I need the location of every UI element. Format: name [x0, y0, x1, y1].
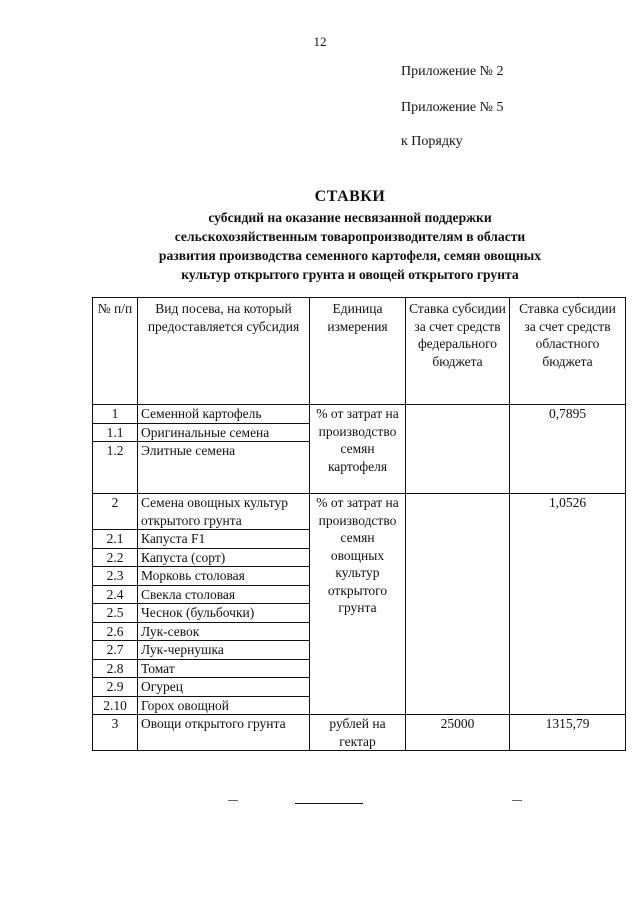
table-row: [93, 405, 626, 424]
signature-line: [295, 803, 363, 804]
row-number: 3: [93, 715, 138, 751]
header-federal-rate: Ставка субсидии за счет средств федерального бюджета: [406, 298, 510, 405]
header-unit: Единица измерения: [310, 298, 406, 405]
scan-mark: [512, 800, 522, 801]
row-number: 1.2: [93, 442, 138, 494]
row-number: 1: [93, 405, 138, 424]
unit-cell: % от затрат на производство семян овощных культур открытого грунта: [310, 494, 406, 715]
federal-rate-cell: [406, 405, 510, 494]
row-number: 2.6: [93, 622, 138, 641]
federal-rate-cell: 25000: [406, 715, 510, 751]
row-number: 1.1: [93, 423, 138, 442]
crop-name: Огурец: [138, 678, 310, 697]
crop-name: Чеснок (бульбочки): [138, 604, 310, 623]
row-number: 2.7: [93, 641, 138, 660]
subtitle-line: субсидий на оказание несвязанной поддержки: [208, 210, 492, 225]
appendix-line-1: Приложение № 2: [401, 64, 504, 79]
unit-cell: рублей на гектар: [310, 715, 406, 751]
scan-mark: [228, 800, 238, 801]
document-subtitle: [60, 208, 640, 284]
crop-name: Капуста (сорт): [138, 548, 310, 567]
header-num: № п/п: [93, 298, 138, 405]
table-row: [93, 715, 626, 751]
row-number: 2.4: [93, 585, 138, 604]
appendix-line-2: Приложение № 5: [401, 100, 504, 115]
regional-rate-cell: 1,0526: [510, 494, 626, 715]
row-number: 2.1: [93, 530, 138, 549]
row-number: 2.3: [93, 567, 138, 586]
crop-name: Лук-севок: [138, 622, 310, 641]
row-number: 2.8: [93, 659, 138, 678]
row-number: 2.5: [93, 604, 138, 623]
row-number: 2.10: [93, 696, 138, 715]
crop-name: Семенной картофель: [138, 405, 310, 424]
document-title: СТАВКИ: [314, 188, 386, 205]
subtitle-line: культур открытого грунта и овощей открытого грунта: [181, 267, 519, 282]
header-crop: Вид посева, на который предоставляется субсидия: [138, 298, 310, 405]
crop-name: Горох овощной: [138, 696, 310, 715]
row-number: 2.9: [93, 678, 138, 697]
crop-name: Элитные семена: [138, 442, 310, 494]
crop-name: Семена овощных культур открытого грунта: [138, 494, 310, 530]
row-number: 2: [93, 494, 138, 530]
row-number: 2.2: [93, 548, 138, 567]
crop-name: Оригинальные семена: [138, 423, 310, 442]
title-block: [60, 186, 640, 284]
subtitle-line: развития производства семенного картофеля, семян овощных: [158, 248, 542, 263]
subtitle-line: сельскохозяйственным товаропроизводителям в области: [174, 229, 526, 244]
crop-name: Лук-чернушка: [138, 641, 310, 660]
appendix-line-3: к Порядку: [401, 134, 463, 149]
crop-name: Овощи открытого грунта: [138, 715, 310, 751]
crop-name: Томат: [138, 659, 310, 678]
table-row: [93, 494, 626, 530]
unit-cell: % от затрат на производство семян картофеля: [310, 405, 406, 494]
crop-name: Капуста F1: [138, 530, 310, 549]
header-regional-rate: Ставка субсидии за счет средств областного бюджета: [510, 298, 626, 405]
subsidy-rates-table: [92, 297, 626, 751]
regional-rate-cell: 0,7895: [510, 405, 626, 494]
federal-rate-cell: [406, 494, 510, 715]
page-number: 12: [313, 34, 327, 49]
regional-rate-cell: 1315,79: [510, 715, 626, 751]
crop-name: Морковь столовая: [138, 567, 310, 586]
crop-name: Свекла столовая: [138, 585, 310, 604]
